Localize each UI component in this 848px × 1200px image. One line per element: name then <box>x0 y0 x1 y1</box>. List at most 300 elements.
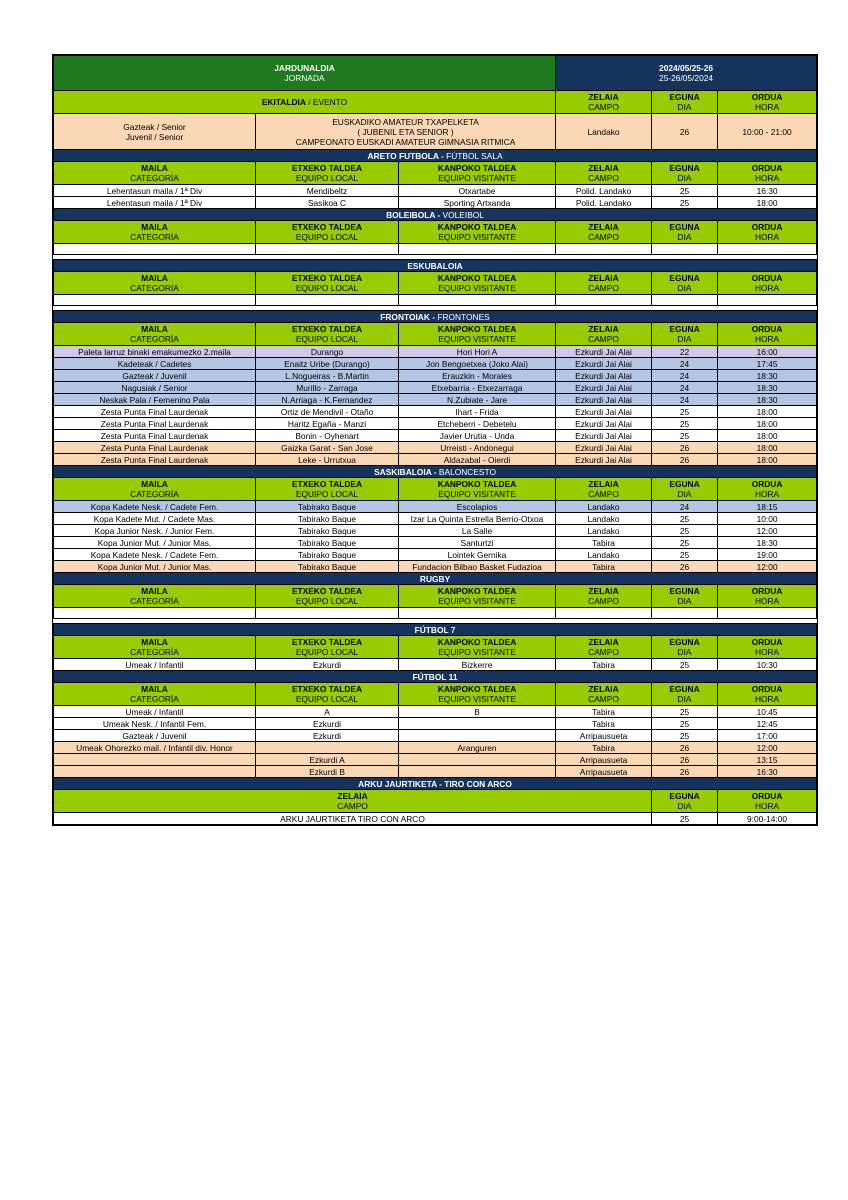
zelaia-column-header <box>556 323 652 346</box>
date-cell <box>556 56 817 91</box>
dia-label: DIA <box>677 283 692 293</box>
schedule-table <box>53 55 817 825</box>
evento-eu: EKITALDIA <box>261 97 306 107</box>
table-cell: Landako <box>556 513 652 525</box>
table-cell: Ezkurdi Jai Alai <box>556 394 652 406</box>
table-cell <box>54 754 256 766</box>
kanpoko-label: KANPOKO TALDEA <box>437 324 517 334</box>
table-cell: 19:00 <box>718 549 817 561</box>
eguna-header <box>652 91 718 114</box>
empty-cell <box>256 244 399 255</box>
table-row <box>54 185 817 197</box>
eguna-label: EGUNA <box>669 324 700 334</box>
table-cell: Erauzkin - Morales <box>399 370 556 382</box>
section-title-es: FRONTONES <box>437 311 490 322</box>
section-title-eu: FÚTBOL 7 <box>414 624 456 635</box>
section-title-eu: SASKIBALOIA - <box>374 466 439 477</box>
zelaia-label: ZELAIA <box>588 92 619 102</box>
table-cell: 25 <box>652 549 718 561</box>
table-cell: Murillo - Zarraga <box>256 382 399 394</box>
eguna-label: EGUNA <box>669 222 700 232</box>
section-title-es: VOLEIBOL <box>442 209 484 220</box>
zelaia-column-header <box>556 683 652 706</box>
visitante-label: EQUIPO VISITANTE <box>438 232 516 242</box>
table-cell: Etxebarria - Etxezarraga <box>399 382 556 394</box>
column-header-row <box>54 683 817 706</box>
table-cell: 12:00 <box>718 561 817 573</box>
table-cell <box>399 718 556 730</box>
table-cell: 16:00 <box>718 346 817 358</box>
table-cell: 10:30 <box>718 659 817 671</box>
categoria-label: CATEGORÍA <box>130 232 179 242</box>
table-cell: 12:45 <box>718 718 817 730</box>
kanpoko-label: KANPOKO TALDEA <box>437 163 517 173</box>
schedule-sheet <box>52 54 818 826</box>
empty-cell <box>256 608 399 619</box>
hora-label: HORA <box>754 334 780 344</box>
etxeko-column-header <box>256 585 399 608</box>
table-cell: Ortiz de Mendivil - Otaño <box>256 406 399 418</box>
table-cell: Sasikoa C <box>256 197 399 209</box>
empty-row <box>54 295 817 306</box>
table-row <box>54 561 817 573</box>
empty-cell <box>718 295 817 306</box>
empty-cell <box>399 608 556 619</box>
table-cell: 18:00 <box>718 430 817 442</box>
jornada-subtitle: JORNADA <box>284 73 325 83</box>
zelaia-label: ZELAIA <box>588 222 619 232</box>
table-cell: Umeak / Infantil <box>54 659 256 671</box>
local-label: EQUIPO LOCAL <box>295 334 359 344</box>
etxeko-column-header <box>256 221 399 244</box>
kanpoko-column-header <box>399 636 556 659</box>
table-cell: Arripausueta <box>556 754 652 766</box>
table-cell: Ezkurdi <box>256 730 399 742</box>
table-row <box>54 549 817 561</box>
table-cell: Tabirako Baque <box>256 561 399 573</box>
kanpoko-column-header <box>399 221 556 244</box>
eguna-column-header <box>652 683 718 706</box>
table-cell: 25 <box>652 730 718 742</box>
table-row <box>54 442 817 454</box>
table-cell: Durango <box>256 346 399 358</box>
table-cell: Polid. Landako <box>556 185 652 197</box>
event-day: 26 <box>652 114 718 150</box>
table-cell: Leke - Urrutxua <box>256 454 399 466</box>
jornada-title: JARDUNALDIA <box>274 63 335 73</box>
etxeko-label: ETXEKO TALDEA <box>291 273 363 283</box>
etxeko-label: ETXEKO TALDEA <box>291 684 363 694</box>
section-title-eu: FRONTOIAK - <box>380 311 438 322</box>
table-cell: 17:45 <box>718 358 817 370</box>
kanpoko-column-header <box>399 272 556 295</box>
dia-label: DIA <box>677 801 692 811</box>
table-row <box>54 525 817 537</box>
section-title-saskibaloia <box>54 466 817 478</box>
orduna-label: ORDUA <box>751 637 783 647</box>
table-cell: Urreisti - Andonegui <box>399 442 556 454</box>
table-cell: Gaizka Garat - San Jose <box>256 442 399 454</box>
table-cell: Ezkurdi Jai Alai <box>556 370 652 382</box>
orduna-column-header <box>718 221 817 244</box>
table-row <box>54 346 817 358</box>
table-cell: Kopa Kadete Nesk. / Cadete Fem. <box>54 501 256 513</box>
maila-label: MAILA <box>141 684 168 694</box>
table-cell: 26 <box>652 561 718 573</box>
table-cell: 24 <box>652 394 718 406</box>
table-cell: Tabira <box>556 706 652 718</box>
table-cell: Tabirako Baque <box>256 501 399 513</box>
table-cell: Ezkurdi <box>256 718 399 730</box>
table-cell: Lehentasun maila / 1ª Div <box>54 197 256 209</box>
maila-label: MAILA <box>141 586 168 596</box>
table-row <box>54 766 817 778</box>
dia-label: DIA <box>677 647 692 657</box>
table-cell: 16:30 <box>718 185 817 197</box>
table-cell: Fundacion Bilbao Basket Fudazioa <box>399 561 556 573</box>
table-cell: Umeak / Infantil <box>54 706 256 718</box>
table-row <box>54 358 817 370</box>
table-cell: Landako <box>556 525 652 537</box>
ordua-label: ORDUA <box>751 92 783 102</box>
local-label: EQUIPO LOCAL <box>295 283 359 293</box>
orduna-column-header <box>718 683 817 706</box>
hora-label: HORA <box>754 232 780 242</box>
table-row <box>54 197 817 209</box>
section-title-cell <box>54 209 817 221</box>
maila-label: MAILA <box>141 637 168 647</box>
event-category-1: Gazteak / Senior <box>123 121 186 132</box>
table-cell: Kadeteak / Cadetes <box>54 358 256 370</box>
empty-cell <box>54 608 256 619</box>
section-title-eu: ESKUBALOIA <box>407 260 463 271</box>
table-cell: 24 <box>652 358 718 370</box>
hora-label: HORA <box>754 489 780 499</box>
empty-cell <box>54 295 256 306</box>
table-row <box>54 513 817 525</box>
etxeko-label: ETXEKO TALDEA <box>291 222 363 232</box>
section-title-cell <box>54 466 817 478</box>
maila-column-header <box>54 272 256 295</box>
section-title-cell <box>54 778 817 790</box>
etxeko-column-header <box>256 162 399 185</box>
campo-label: CAMPO <box>337 801 368 811</box>
event-title-1: EUSKADIKO AMATEUR TXAPELKETA <box>332 116 479 127</box>
visitante-label: EQUIPO VISITANTE <box>438 283 516 293</box>
table-cell: Bonin - Oyhenart <box>256 430 399 442</box>
campo-label: CAMPO <box>588 596 619 606</box>
column-header-row <box>54 636 817 659</box>
etxeko-column-header <box>256 323 399 346</box>
section-title-arku <box>54 778 817 790</box>
dia-label: DIA <box>677 102 692 112</box>
kanpoko-column-header <box>399 478 556 501</box>
table-row <box>54 718 817 730</box>
maila-column-header <box>54 636 256 659</box>
orduna-label: ORDUA <box>751 791 783 801</box>
table-cell: 25 <box>652 525 718 537</box>
event-venue: Landako <box>556 114 652 150</box>
table-cell: 25 <box>652 659 718 671</box>
table-cell: Landako <box>556 549 652 561</box>
table-row <box>54 754 817 766</box>
table-cell: Santurtzi <box>399 537 556 549</box>
visitante-label: EQUIPO VISITANTE <box>438 694 516 704</box>
column-header-row <box>54 221 817 244</box>
event-header-row <box>54 91 817 114</box>
table-cell: 25 <box>652 813 718 825</box>
table-cell: Neskak Pala / Femenino Pala <box>54 394 256 406</box>
table-cell: Landako <box>556 501 652 513</box>
table-cell: 25 <box>652 537 718 549</box>
event-title <box>256 114 556 150</box>
orduna-column-header <box>718 323 817 346</box>
table-cell: 10:00 <box>718 513 817 525</box>
table-cell: Ezkurdi Jai Alai <box>556 418 652 430</box>
section-title-cell <box>54 671 817 683</box>
orduna-column-header <box>718 636 817 659</box>
table-row <box>54 742 817 754</box>
visitante-label: EQUIPO VISITANTE <box>438 173 516 183</box>
zelaia-column-header <box>556 478 652 501</box>
dia-label: DIA <box>677 173 692 183</box>
table-cell: Arripausueta <box>556 730 652 742</box>
kanpoko-column-header <box>399 683 556 706</box>
table-row <box>54 537 817 549</box>
kanpoko-label: KANPOKO TALDEA <box>437 684 517 694</box>
orduna-label: ORDUA <box>751 586 783 596</box>
column-header-row <box>54 272 817 295</box>
table-cell: Nagusiak / Senior <box>54 382 256 394</box>
table-cell: Aranguren <box>399 742 556 754</box>
table-cell: Otxartabe <box>399 185 556 197</box>
empty-cell <box>652 608 718 619</box>
table-cell <box>399 766 556 778</box>
table-cell: 18:00 <box>718 454 817 466</box>
section-title-eu: FÚTBOL 11 <box>412 671 458 682</box>
date-subtitle: 25-26/05/2024 <box>659 73 714 83</box>
table-cell: Umeak Nesk. / Infantil Fem. <box>54 718 256 730</box>
table-cell: 18:30 <box>718 394 817 406</box>
etxeko-column-header <box>256 272 399 295</box>
table-cell: Ezkurdi Jai Alai <box>556 430 652 442</box>
etxeko-column-header <box>256 636 399 659</box>
local-label: EQUIPO LOCAL <box>295 647 359 657</box>
table-cell: Ezkurdi Jai Alai <box>556 442 652 454</box>
jornada-row <box>54 56 817 91</box>
evento-header: EKITALDIA / EVENTO <box>54 91 556 114</box>
empty-row <box>54 244 817 255</box>
table-cell: Kopa Junior Mut. / Junior Mas. <box>54 537 256 549</box>
table-cell: Mendibeltz <box>256 185 399 197</box>
event-category-2: Juvenil / Senior <box>125 131 184 142</box>
section-title-cell <box>54 311 817 323</box>
empty-cell <box>256 295 399 306</box>
empty-row <box>54 608 817 619</box>
etxeko-label: ETXEKO TALDEA <box>291 479 363 489</box>
table-cell: 18:00 <box>718 197 817 209</box>
table-cell: Kopa Junior Mut. / Junior Mas. <box>54 561 256 573</box>
eguna-label: EGUNA <box>669 273 700 283</box>
table-cell: Lointek Gernika <box>399 549 556 561</box>
maila-column-header <box>54 478 256 501</box>
eguna-label: EGUNA <box>669 479 700 489</box>
maila-column-header <box>54 323 256 346</box>
eguna-label: EGUNA <box>669 791 700 801</box>
hora-label: HORA <box>754 801 780 811</box>
visitante-label: EQUIPO VISITANTE <box>438 647 516 657</box>
table-cell <box>256 742 399 754</box>
orduna-label: ORDUA <box>751 479 783 489</box>
table-cell: Sporting Artxanda <box>399 197 556 209</box>
table-cell: Ezkurdi A <box>256 754 399 766</box>
categoria-label: CATEGORÍA <box>130 596 179 606</box>
table-cell: 26 <box>652 754 718 766</box>
table-cell: Ezkurdi Jai Alai <box>556 346 652 358</box>
table-cell <box>399 754 556 766</box>
empty-cell <box>718 244 817 255</box>
kanpoko-label: KANPOKO TALDEA <box>437 637 517 647</box>
table-cell: Zesta Punta Final Laurdenak <box>54 418 256 430</box>
zelaia-label: ZELAIA <box>588 637 619 647</box>
categoria-label: CATEGORÍA <box>130 647 179 657</box>
ordua-header <box>718 91 817 114</box>
table-cell: 25 <box>652 718 718 730</box>
section-title-frontoiak <box>54 311 817 323</box>
table-cell: Ezkurdi <box>256 659 399 671</box>
zelaia-label: ZELAIA <box>588 586 619 596</box>
zelaia-column-header <box>556 162 652 185</box>
zelaia-column-header <box>556 585 652 608</box>
hora-label: HORA <box>754 596 780 606</box>
orduna-label: ORDUA <box>751 684 783 694</box>
hora-label: HORA <box>754 694 780 704</box>
table-row <box>54 382 817 394</box>
orduna-label: ORDUA <box>751 273 783 283</box>
table-cell: Tabirako Baque <box>256 525 399 537</box>
eguna-label: EGUNA <box>669 586 700 596</box>
local-label: EQUIPO LOCAL <box>295 173 359 183</box>
zelaia-column-header <box>556 272 652 295</box>
eguna-column-header <box>652 221 718 244</box>
section-title-cell <box>54 150 817 162</box>
arku-header-row <box>54 790 817 813</box>
orduna-label: ORDUA <box>751 163 783 173</box>
eguna-label: EGUNA <box>669 163 700 173</box>
table-cell: ARKU JAURTIKETA TIRO CON ARCO <box>54 813 652 825</box>
table-cell: 18:30 <box>718 370 817 382</box>
orduna-column-header <box>718 478 817 501</box>
kanpoko-column-header <box>399 323 556 346</box>
table-cell: 25 <box>652 706 718 718</box>
table-row <box>54 706 817 718</box>
hora-label: HORA <box>754 102 780 112</box>
jornada-cell <box>54 56 556 91</box>
table-cell: Javier Urutia - Unda <box>399 430 556 442</box>
empty-cell <box>399 244 556 255</box>
orduna-label: ORDUA <box>751 324 783 334</box>
section-title-cell <box>54 624 817 636</box>
orduna-column-header <box>718 790 817 813</box>
table-cell: Zesta Punta Final Laurdenak <box>54 454 256 466</box>
table-cell: 26 <box>652 766 718 778</box>
zelaia-label: ZELAIA <box>588 479 619 489</box>
table-cell: Bizkerre <box>399 659 556 671</box>
campo-label: CAMPO <box>588 102 619 112</box>
visitante-label: EQUIPO VISITANTE <box>438 596 516 606</box>
dia-label: DIA <box>677 694 692 704</box>
table-cell: Izar La Quinta Estrella Berrio-Otxoa <box>399 513 556 525</box>
maila-label: MAILA <box>141 479 168 489</box>
table-cell: 22 <box>652 346 718 358</box>
table-cell: 18:00 <box>718 442 817 454</box>
evento-es: EVENTO <box>312 97 348 107</box>
hora-label: HORA <box>754 283 780 293</box>
etxeko-label: ETXEKO TALDEA <box>291 163 363 173</box>
table-cell: Paleta larruz binaki emakumezko 2.maila <box>54 346 256 358</box>
table-cell: Tabira <box>556 561 652 573</box>
kanpoko-label: KANPOKO TALDEA <box>437 273 517 283</box>
categoria-label: CATEGORÍA <box>130 334 179 344</box>
eguna-column-header <box>652 636 718 659</box>
maila-column-header <box>54 162 256 185</box>
table-cell: Enaitz Uribe (Durango) <box>256 358 399 370</box>
kanpoko-label: KANPOKO TALDEA <box>437 479 517 489</box>
table-cell: 16:30 <box>718 766 817 778</box>
table-cell: N.Arriaga - K.Fernandez <box>256 394 399 406</box>
eguna-label: EGUNA <box>669 684 700 694</box>
table-cell: Zesta Punta Final Laurdenak <box>54 406 256 418</box>
empty-cell <box>54 244 256 255</box>
table-cell: Haritz Egaña - Manzi <box>256 418 399 430</box>
table-cell: 24 <box>652 370 718 382</box>
table-row <box>54 430 817 442</box>
eguna-column-header <box>652 478 718 501</box>
etxeko-column-header <box>256 478 399 501</box>
event-title-2: ( JUBENIL ETA SENIOR ) <box>357 126 454 137</box>
table-cell: Hori Hori A <box>399 346 556 358</box>
categoria-label: CATEGORÍA <box>130 173 179 183</box>
column-header-row <box>54 585 817 608</box>
table-cell: Zesta Punta Final Laurdenak <box>54 430 256 442</box>
zelaia-label: ZELAIA <box>337 791 368 801</box>
table-cell: 25 <box>652 406 718 418</box>
zelaia-column-header <box>556 221 652 244</box>
table-row <box>54 406 817 418</box>
zelaia-column-header <box>556 636 652 659</box>
table-cell: La Salle <box>399 525 556 537</box>
table-cell: Etcheberri - Debetelu <box>399 418 556 430</box>
table-cell: Ezkurdi B <box>256 766 399 778</box>
campo-label: CAMPO <box>588 694 619 704</box>
table-cell: 12:00 <box>718 525 817 537</box>
orduna-label: ORDUA <box>751 222 783 232</box>
table-row <box>54 370 817 382</box>
eguna-label: EGUNA <box>669 637 700 647</box>
table-cell: Ezkurdi Jai Alai <box>556 358 652 370</box>
section-title-es: BALONCESTO <box>438 466 496 477</box>
column-header-row <box>54 323 817 346</box>
hora-label: HORA <box>754 647 780 657</box>
section-title-cell <box>54 573 817 585</box>
zelaia-label: ZELAIA <box>588 163 619 173</box>
table-cell: 18:00 <box>718 418 817 430</box>
table-cell: Kopa Kadete Mut. / Cadete Mas. <box>54 513 256 525</box>
maila-label: MAILA <box>141 222 168 232</box>
dia-label: DIA <box>677 334 692 344</box>
empty-cell <box>556 295 652 306</box>
etxeko-label: ETXEKO TALDEA <box>291 586 363 596</box>
